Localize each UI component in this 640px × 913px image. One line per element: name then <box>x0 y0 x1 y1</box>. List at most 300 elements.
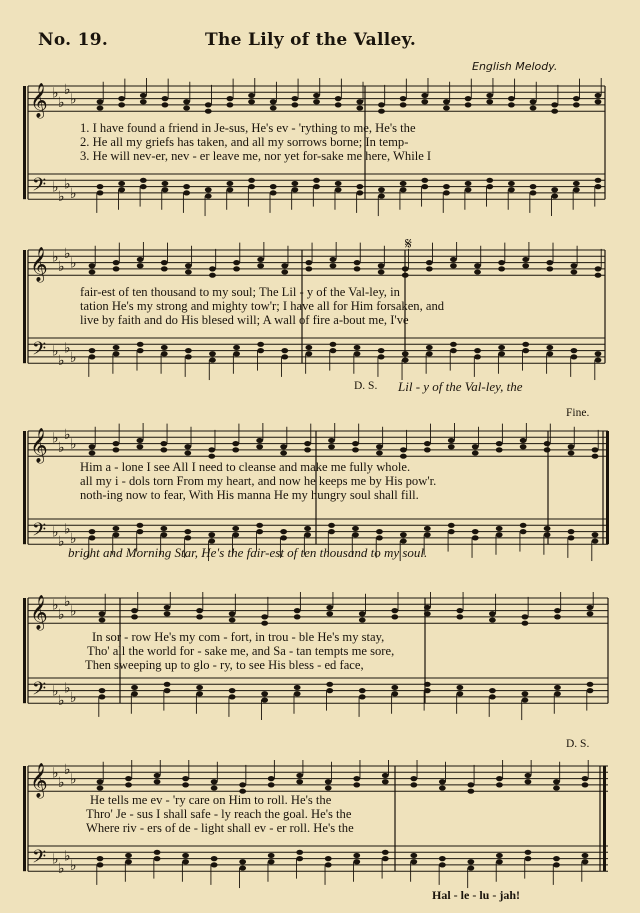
note-head <box>546 266 553 271</box>
note-head <box>239 782 246 787</box>
note-head <box>522 621 529 626</box>
note-head <box>99 617 106 622</box>
fine-label: Fine. <box>566 407 590 419</box>
note-head <box>450 348 457 353</box>
note-head <box>232 447 239 452</box>
bass-clef: 𝄢 <box>32 520 47 545</box>
flat-sign: ♭ <box>70 603 77 620</box>
note-head <box>402 351 409 356</box>
note-head <box>335 181 342 186</box>
note-head <box>391 691 398 696</box>
note-head <box>164 605 171 610</box>
hymn-number: No. 19. <box>38 30 109 50</box>
note-head <box>162 187 169 192</box>
note-head <box>376 444 383 449</box>
note-head <box>89 263 96 268</box>
system-brace <box>23 250 26 363</box>
note-head <box>185 263 192 268</box>
note-head <box>486 93 493 98</box>
flat-sign: ♭ <box>70 255 77 272</box>
note-head <box>328 438 335 443</box>
note-head <box>248 178 255 183</box>
note-head <box>522 263 529 268</box>
flat-sign: ♭ <box>52 179 59 196</box>
note-head <box>313 178 320 183</box>
note-head <box>137 438 144 443</box>
note-head <box>113 526 120 531</box>
note-head <box>467 782 474 787</box>
note-head <box>465 181 472 186</box>
note-head <box>256 529 263 534</box>
note-head <box>546 260 553 265</box>
note-head <box>544 532 551 537</box>
note-head <box>382 856 389 861</box>
note-head <box>261 614 268 619</box>
note-head <box>439 862 446 867</box>
note-head <box>335 96 342 101</box>
note-head <box>305 345 312 350</box>
flat-sign: ♭ <box>58 94 65 111</box>
note-head <box>448 529 455 534</box>
note-head <box>551 193 558 198</box>
note-head <box>489 617 496 622</box>
note-head <box>402 266 409 271</box>
note-head <box>465 102 472 107</box>
note-head <box>486 99 493 104</box>
note-head <box>544 441 551 446</box>
note-head <box>257 263 264 268</box>
note-head <box>410 782 417 787</box>
note-head <box>304 441 311 446</box>
note-head <box>164 611 171 616</box>
note-head <box>525 779 532 784</box>
note-head <box>522 691 529 696</box>
note-head <box>137 444 144 449</box>
note-head <box>248 184 255 189</box>
note-head <box>400 447 407 452</box>
note-head <box>474 348 481 353</box>
note-head <box>239 859 246 864</box>
note-head <box>553 779 560 784</box>
bass-clef: 𝄢 <box>32 339 47 364</box>
note-head <box>208 447 215 452</box>
note-head <box>183 190 190 195</box>
note-head <box>89 529 96 534</box>
flat-sign: ♭ <box>58 258 65 275</box>
flat-sign: ♭ <box>64 176 71 193</box>
note-head <box>546 351 553 356</box>
note-head <box>467 865 474 870</box>
note-head <box>209 357 216 362</box>
note-head <box>359 688 366 693</box>
note-head <box>353 859 360 864</box>
note-head <box>131 608 138 613</box>
note-head <box>439 856 446 861</box>
note-head <box>161 351 168 356</box>
note-head <box>496 447 503 452</box>
note-head <box>232 526 239 531</box>
note-head <box>587 611 594 616</box>
note-head <box>97 105 104 110</box>
note-head <box>573 187 580 192</box>
note-head <box>330 257 337 262</box>
note-head <box>160 441 167 446</box>
note-head <box>233 260 240 265</box>
note-head <box>571 263 578 268</box>
hymn-title: The Lily of the Valley. <box>205 30 417 50</box>
note-head <box>376 535 383 540</box>
note-head <box>113 532 120 537</box>
note-head <box>421 99 428 104</box>
note-head <box>183 184 190 189</box>
note-head <box>291 187 298 192</box>
lyric-verse-1: He tells me ev - 'ry care on Him to roll. He's the <box>90 793 332 807</box>
note-head <box>400 187 407 192</box>
note-head <box>356 184 363 189</box>
music-system-3 <box>0 407 640 563</box>
note-head <box>378 348 385 353</box>
note-head <box>391 608 398 613</box>
note-head <box>304 526 311 531</box>
note-head <box>113 351 120 356</box>
note-head <box>551 102 558 107</box>
note-head <box>97 184 104 189</box>
flat-sign: ♭ <box>64 762 71 779</box>
note-head <box>402 273 409 278</box>
note-head <box>205 109 212 114</box>
note-head <box>233 351 240 356</box>
note-head <box>573 102 580 107</box>
note-head <box>211 862 218 867</box>
note-head <box>508 181 515 186</box>
note-head <box>227 187 234 192</box>
note-head <box>378 109 385 114</box>
note-head <box>304 532 311 537</box>
note-head <box>268 859 275 864</box>
flat-sign: ♭ <box>58 189 65 206</box>
note-head <box>257 342 264 347</box>
note-head <box>162 181 169 186</box>
note-head <box>296 850 303 855</box>
note-head <box>154 779 161 784</box>
note-head <box>182 853 189 858</box>
bass-clef: 𝄢 <box>32 847 47 872</box>
note-head <box>280 444 287 449</box>
note-head <box>496 859 503 864</box>
note-head <box>131 691 138 696</box>
note-head <box>424 447 431 452</box>
flat-sign: ♭ <box>52 683 59 700</box>
bass-clef: 𝄢 <box>32 175 47 200</box>
flat-sign: ♭ <box>64 246 71 263</box>
note-head <box>137 348 144 353</box>
note-head <box>248 93 255 98</box>
music-system-1 <box>0 78 640 218</box>
lyric-verse-3: Where riv - ers of de - light shall ev - er roll. He's the <box>86 821 354 835</box>
note-head <box>554 685 561 690</box>
note-head <box>325 779 332 784</box>
note-head <box>359 694 366 699</box>
note-head <box>140 178 147 183</box>
note-head <box>185 269 192 274</box>
note-head <box>508 96 515 101</box>
note-head <box>280 535 287 540</box>
note-head <box>544 526 551 531</box>
note-head <box>489 688 496 693</box>
flat-sign: ♭ <box>70 857 77 874</box>
note-head <box>232 532 239 537</box>
note-head <box>568 535 575 540</box>
note-head <box>137 342 144 347</box>
note-head <box>208 538 215 543</box>
note-head <box>113 266 120 271</box>
note-head <box>313 93 320 98</box>
note-head <box>595 266 602 271</box>
note-head <box>400 96 407 101</box>
note-head <box>154 850 161 855</box>
flat-sign: ♭ <box>52 249 59 266</box>
note-head <box>325 785 332 790</box>
note-head <box>118 102 125 107</box>
note-head <box>496 776 503 781</box>
note-head <box>439 785 446 790</box>
note-head <box>239 865 246 870</box>
note-head <box>410 853 417 858</box>
lyric-verse-3: Then sweeping up to glo - ry, to see His bless - ed face, <box>85 658 364 672</box>
note-head <box>208 532 215 537</box>
note-head <box>354 351 361 356</box>
note-head <box>184 535 191 540</box>
note-head <box>209 266 216 271</box>
note-head <box>196 691 203 696</box>
note-head <box>424 441 431 446</box>
flat-sign: ♭ <box>70 185 77 202</box>
note-head <box>465 187 472 192</box>
treble-clef: 𝄞 <box>30 763 48 798</box>
note-head <box>551 187 558 192</box>
note-head <box>573 96 580 101</box>
note-head <box>352 447 359 452</box>
note-head <box>498 266 505 271</box>
note-head <box>592 538 599 543</box>
note-head <box>268 782 275 787</box>
note-head <box>328 529 335 534</box>
note-head <box>546 345 553 350</box>
note-head <box>522 348 529 353</box>
note-head <box>573 181 580 186</box>
note-head <box>382 779 389 784</box>
note-head <box>359 617 366 622</box>
note-head <box>424 688 431 693</box>
staff-system-5 <box>0 760 640 910</box>
flat-sign: ♭ <box>58 606 65 623</box>
note-head <box>465 96 472 101</box>
note-head <box>582 782 589 787</box>
note-head <box>508 187 515 192</box>
note-head <box>196 614 203 619</box>
note-head <box>137 263 144 268</box>
note-head <box>268 776 275 781</box>
note-head <box>281 263 288 268</box>
note-head <box>595 93 602 98</box>
refrain-text: bright and Morning Star, He's the fair-est of ten thousand to my soul. <box>68 545 428 560</box>
note-head <box>530 105 537 110</box>
flat-sign: ♭ <box>64 848 71 865</box>
note-head <box>281 269 288 274</box>
note-head <box>313 184 320 189</box>
note-head <box>520 529 527 534</box>
note-head <box>520 438 527 443</box>
treble-clef: 𝄞 <box>30 247 48 282</box>
flat-sign: ♭ <box>64 82 71 99</box>
note-head <box>97 190 104 195</box>
note-head <box>326 605 333 610</box>
note-head <box>137 523 144 528</box>
note-head <box>233 266 240 271</box>
flat-sign: ♭ <box>70 349 77 366</box>
note-head <box>456 614 463 619</box>
note-head <box>378 354 385 359</box>
note-head <box>270 190 277 195</box>
note-head <box>496 532 503 537</box>
note-head <box>553 785 560 790</box>
note-head <box>522 697 529 702</box>
note-head <box>595 273 602 278</box>
note-head <box>568 450 575 455</box>
note-head <box>443 184 450 189</box>
note-head <box>205 102 212 107</box>
note-head <box>496 526 503 531</box>
note-head <box>525 850 532 855</box>
lyric-verse-1: fair-est of ten thousand to my soul; The Lil - y of the Val-ley, in <box>80 285 400 299</box>
note-head <box>410 776 417 781</box>
note-head <box>472 535 479 540</box>
melody-attribution: English Melody. <box>472 60 558 73</box>
note-head <box>326 611 333 616</box>
note-head <box>304 447 311 452</box>
note-head <box>97 779 104 784</box>
note-head <box>378 263 385 268</box>
note-head <box>140 93 147 98</box>
note-head <box>554 608 561 613</box>
note-head <box>410 859 417 864</box>
note-head <box>270 99 277 104</box>
note-head <box>160 526 167 531</box>
note-head <box>530 190 537 195</box>
note-head <box>257 348 264 353</box>
note-head <box>326 682 333 687</box>
note-head <box>571 354 578 359</box>
lyric-verse-2: all my i - dols torn From my heart, and now he keeps me by His pow'r. <box>80 474 437 488</box>
note-head <box>551 109 558 114</box>
flat-sign: ♭ <box>52 765 59 782</box>
note-head <box>520 444 527 449</box>
note-head <box>424 611 431 616</box>
note-head <box>328 523 335 528</box>
note-head <box>208 454 215 459</box>
note-head <box>400 538 407 543</box>
note-head <box>382 850 389 855</box>
note-head <box>205 187 212 192</box>
ds-label: D. S. <box>354 380 378 392</box>
note-head <box>125 859 132 864</box>
note-head <box>89 348 96 353</box>
note-head <box>227 96 234 101</box>
flat-sign: ♭ <box>70 689 77 706</box>
flat-sign: ♭ <box>64 521 71 538</box>
note-head <box>227 102 234 107</box>
note-head <box>426 351 433 356</box>
note-head <box>391 614 398 619</box>
flat-sign: ♭ <box>70 91 77 108</box>
note-head <box>525 773 532 778</box>
note-head <box>248 99 255 104</box>
note-head <box>474 263 481 268</box>
note-head <box>498 260 505 265</box>
note-head <box>164 688 171 693</box>
note-head <box>160 447 167 452</box>
note-head <box>354 345 361 350</box>
note-head <box>196 608 203 613</box>
note-head <box>99 611 106 616</box>
flat-sign: ♭ <box>58 861 65 878</box>
note-head <box>211 785 218 790</box>
note-head <box>474 354 481 359</box>
note-head <box>256 444 263 449</box>
note-head <box>426 266 433 271</box>
note-head <box>378 187 385 192</box>
note-head <box>587 605 594 610</box>
note-head <box>330 342 337 347</box>
flat-sign: ♭ <box>70 436 77 453</box>
lyric-verse-2: Thro' Je - sus I shall safe - ly reach the goal. He's the <box>86 807 352 821</box>
flat-sign: ♭ <box>52 343 59 360</box>
note-head <box>424 682 431 687</box>
music-system-5 <box>0 738 640 910</box>
flat-sign: ♭ <box>70 771 77 788</box>
lyric-verse-2: tation He's my strong and mighty tow'r; I have all for Him forsaken, and <box>80 299 445 313</box>
note-head <box>489 694 496 699</box>
note-head <box>378 102 385 107</box>
note-head <box>281 354 288 359</box>
note-head <box>592 447 599 452</box>
lyric-verse-2: 2. He all my griefs has taken, and all my sorrows borne; In temp- <box>80 135 409 149</box>
note-head <box>553 856 560 861</box>
note-head <box>270 184 277 189</box>
note-head <box>421 184 428 189</box>
note-head <box>530 99 537 104</box>
note-head <box>113 260 120 265</box>
note-head <box>376 529 383 534</box>
note-head <box>296 773 303 778</box>
note-head <box>233 345 240 350</box>
music-system-4 <box>0 592 640 722</box>
note-head <box>140 184 147 189</box>
note-head <box>448 438 455 443</box>
note-head <box>508 102 515 107</box>
note-head <box>582 776 589 781</box>
note-head <box>352 532 359 537</box>
note-head <box>595 178 602 183</box>
flat-sign: ♭ <box>52 85 59 102</box>
note-head <box>582 859 589 864</box>
note-head <box>325 862 332 867</box>
system-brace <box>23 598 26 703</box>
flat-sign: ♭ <box>64 340 71 357</box>
note-head <box>582 853 589 858</box>
flat-sign: ♭ <box>58 693 65 710</box>
note-head <box>209 351 216 356</box>
